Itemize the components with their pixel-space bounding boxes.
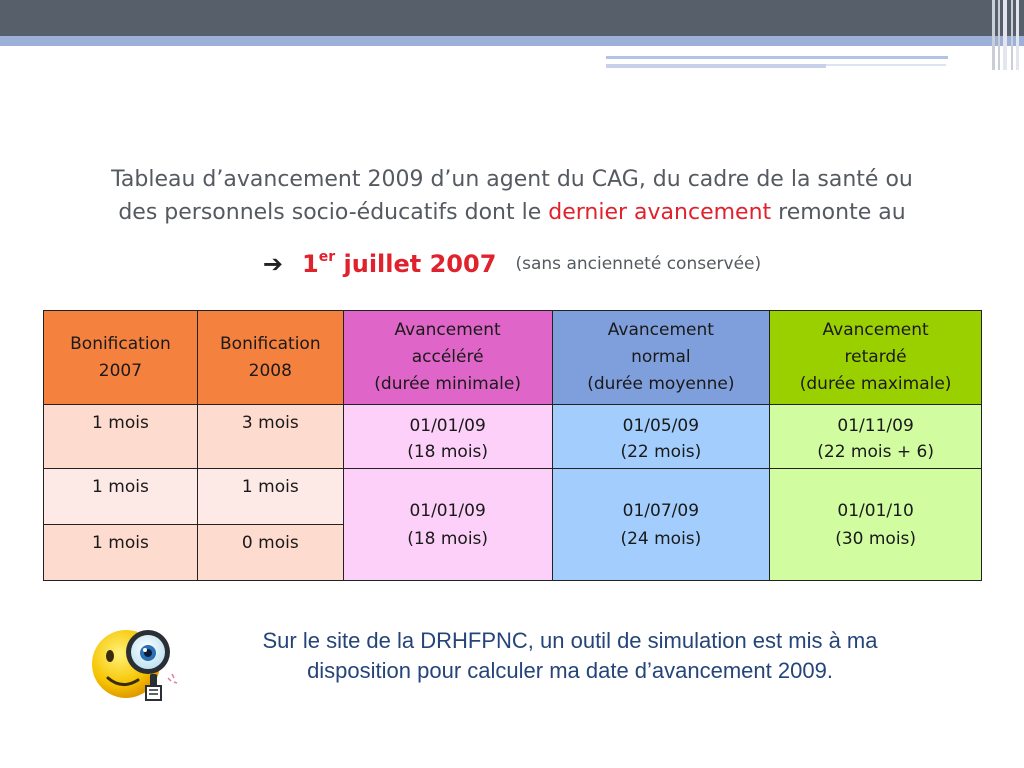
cell-bonif-2008: 0 mois [197, 525, 343, 581]
header-stripe [1011, 0, 1013, 70]
cell-bonif-2007: 1 mois [44, 469, 198, 525]
subtitle-note: (sans ancienneté conservée) [515, 254, 762, 274]
header-line: Avancement [822, 320, 929, 340]
header-bonification-2008 [197, 311, 343, 405]
header-stripe [1003, 0, 1007, 70]
cell-duration: (22 mois + 6) [817, 442, 934, 462]
date-day-suffix: er [318, 249, 336, 265]
table-row [44, 469, 982, 525]
date-rest: juillet 2007 [335, 250, 497, 278]
cell-duration: (24 mois) [620, 528, 702, 549]
cell-date: 01/11/09 [837, 416, 914, 436]
cell-duration: (30 mois) [835, 528, 917, 549]
footer-note [190, 626, 950, 686]
cell-retarde-merged [770, 469, 982, 581]
title-line-2-suffix: remonte au [771, 200, 906, 225]
header-accent-line [606, 56, 948, 59]
smiley-magnifier-icon [88, 620, 188, 710]
cell-bonif-2008: 3 mois [197, 405, 343, 469]
header-avancement-accelere [343, 311, 552, 405]
arrow-right-icon: ➔ [262, 250, 283, 278]
header-accent-line [606, 64, 826, 68]
cell-duration: (18 mois) [407, 442, 489, 462]
table-header-row [44, 311, 982, 405]
header-bar-blue [0, 36, 1024, 46]
header-line: (durée minimale) [374, 374, 521, 394]
footer-line-2: disposition pour calculer ma date d’avancement 2009. [307, 658, 833, 683]
header-avancement-normal [552, 311, 770, 405]
title-line-2-prefix: des personnels socio-éducatifs dont le [118, 200, 549, 225]
cell-duration: (22 mois) [620, 442, 702, 462]
cell-date: 01/01/09 [409, 500, 486, 521]
page-title [40, 163, 984, 229]
header-bonification-2007 [44, 311, 198, 405]
cell-normal [552, 405, 770, 469]
cell-bonif-2007: 1 mois [44, 525, 198, 581]
header-line: Bonification [220, 333, 321, 354]
subtitle [40, 250, 984, 278]
header-line: retardé [844, 347, 907, 367]
title-highlight: dernier avancement [548, 200, 772, 225]
header-stripe [1016, 0, 1019, 70]
cell-date: 01/07/09 [622, 500, 700, 521]
header-line: Bonification [70, 333, 171, 354]
cell-accelere-merged [343, 469, 552, 581]
header-line: (durée maximale) [799, 374, 952, 394]
cell-date: 01/01/09 [409, 416, 486, 436]
advancement-table [43, 310, 982, 581]
header-stripe [992, 0, 995, 70]
cell-bonif-2008: 1 mois [197, 469, 343, 525]
header-stripe [998, 0, 1000, 70]
date-day: 1 [302, 250, 319, 278]
header-bar-dark [0, 0, 1024, 36]
cell-normal-merged [552, 469, 770, 581]
header-line: Avancement [607, 320, 714, 340]
cell-duration: (18 mois) [407, 528, 489, 549]
title-line-2 [40, 196, 984, 229]
header-line: normal [631, 347, 691, 367]
header-line: Avancement [394, 320, 501, 340]
header-avancement-retarde [770, 311, 982, 405]
title-line-1: Tableau d’avancement 2009 d’un agent du CAG, du cadre de la santé ou [111, 167, 913, 192]
reference-date [302, 250, 496, 278]
header-accent-line [826, 64, 946, 66]
header-line: 2008 [248, 360, 292, 381]
header-line: (durée moyenne) [587, 374, 735, 394]
cell-accelere [343, 405, 552, 469]
cell-bonif-2007: 1 mois [44, 405, 198, 469]
cell-date: 01/01/10 [837, 500, 914, 521]
table-row [44, 405, 982, 469]
header-line: accéléré [411, 347, 484, 367]
cell-date: 01/05/09 [622, 416, 700, 436]
cell-retarde [770, 405, 982, 469]
header-line: 2007 [98, 360, 143, 381]
footer-line-1: Sur le site de la DRHFPNC, un outil de simulation est mis à ma [262, 628, 878, 653]
